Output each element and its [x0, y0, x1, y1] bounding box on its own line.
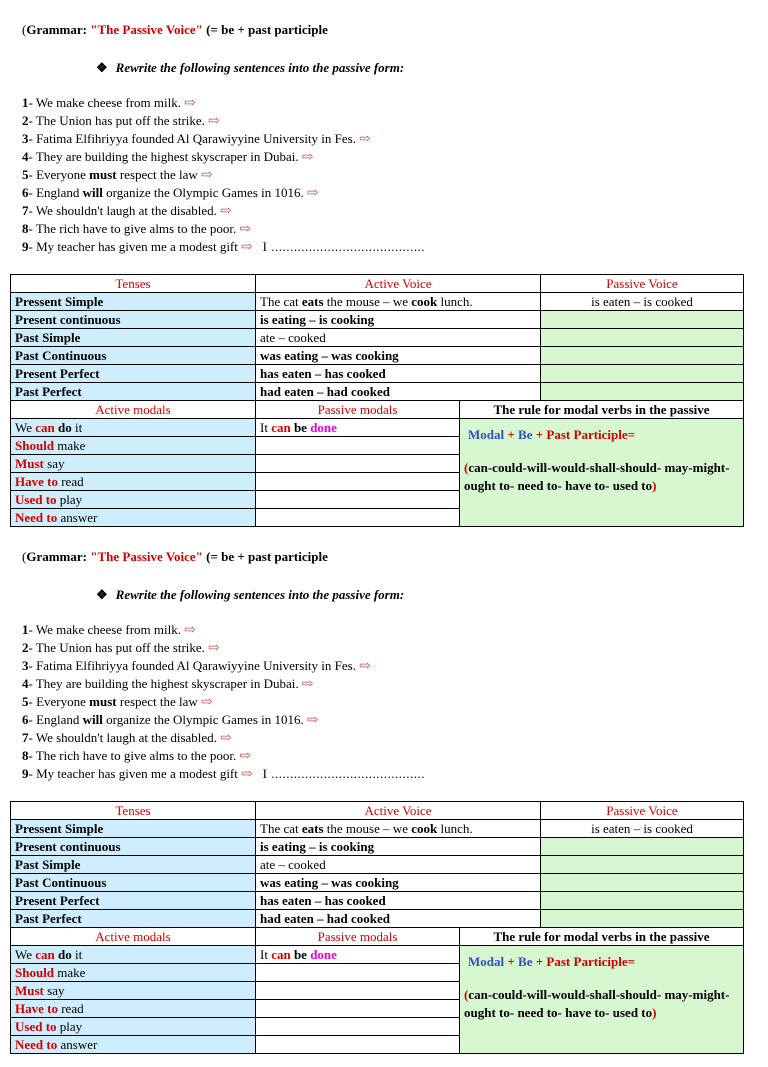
table-row: Have to read	[11, 473, 744, 491]
table-row: Should make	[11, 437, 744, 455]
list-item: 3- Fatima Elfihriyya founded Al Qarawiyyine University in Fes. ⇨	[22, 131, 371, 147]
arrow-right-icon: ⇨	[219, 731, 232, 746]
arrow-right-icon: ⇨	[306, 186, 319, 201]
bullet-diamond-icon: ❖	[96, 60, 108, 75]
table-header-row	[11, 275, 744, 293]
arrow-right-icon: ⇨	[306, 713, 319, 728]
arrow-right-icon: ⇨	[219, 204, 232, 219]
table-row: Past Continuous was eating – was cooking	[11, 347, 744, 365]
arrow-right-icon: ⇨	[239, 222, 251, 237]
table-row: Need to answer	[11, 509, 744, 527]
table-row: Have to read	[11, 1000, 744, 1018]
table-row: Past Continuous was eating – was cooking	[11, 874, 744, 892]
header-modal-rule: The rule for modal verbs in the passive	[460, 401, 744, 419]
table-row: Must say	[11, 982, 744, 1000]
answer-line: I .........................................	[262, 239, 425, 254]
list-item: 1- We make cheese from milk. ⇨	[22, 95, 196, 111]
table-row: Present continuous is eating – is cooking	[11, 311, 744, 329]
table-row: Used to play	[11, 491, 744, 509]
list-item: 9- My teacher has given me a modest gift ⇨ I .........................................	[22, 239, 425, 255]
table-row: Used to play	[11, 1018, 744, 1036]
arrow-right-icon: ⇨	[200, 168, 213, 183]
list-item: 3- Fatima Elfihriyya founded Al Qarawiyyine University in Fes. ⇨	[22, 658, 371, 674]
arrow-right-icon: ⇨	[358, 659, 371, 674]
arrow-right-icon: ⇨	[239, 749, 251, 764]
arrow-right-icon: ⇨	[207, 114, 220, 129]
table-row: Past Perfect had eaten – had cooked	[11, 910, 744, 928]
grammar-heading: (Grammar: "The Passive Voice" (= be + past participle	[22, 22, 328, 37]
table-row	[11, 928, 744, 946]
list-item: 5- Everyone must respect the law ⇨	[22, 167, 213, 183]
list-item: 5- Everyone must respect the law ⇨	[22, 694, 213, 710]
instruction: ❖ Rewrite the following sentences into the passive form:	[96, 60, 405, 75]
table-row: Past Simple ate – cooked	[11, 856, 744, 874]
passive-table	[10, 274, 744, 527]
arrow-right-icon: ⇨	[301, 150, 314, 165]
arrow-right-icon: ⇨	[184, 623, 196, 638]
table-row: Past Simple ate – cooked	[11, 329, 744, 347]
header-tenses: Tenses	[11, 275, 256, 293]
instruction: ❖ Rewrite the following sentences into the passive form:	[96, 587, 405, 602]
header-tenses: Tenses	[11, 802, 256, 820]
list-item: 8- The rich have to give alms to the poor. ⇨	[22, 748, 251, 764]
list-item: 1- We make cheese from milk. ⇨	[22, 622, 196, 638]
arrow-right-icon: ⇨	[184, 96, 196, 111]
list-item: 2- The Union has put off the strike. ⇨	[22, 640, 220, 656]
header-modal-rule: The rule for modal verbs in the passive	[460, 928, 744, 946]
modal-rule-box: Modal + Be + Past Participle= (can-could-will-would-shall-should- may-might- ought to- need to- have to- used to)	[460, 419, 744, 527]
bullet-diamond-icon: ❖	[96, 587, 108, 602]
table-row: Present Perfect has eaten – has cooked	[11, 365, 744, 383]
header-active-voice: Active Voice	[256, 802, 541, 820]
list-item: 8- The rich have to give alms to the poor. ⇨	[22, 221, 251, 237]
table-row: Must say	[11, 455, 744, 473]
passive-table	[10, 801, 744, 1054]
arrow-right-icon: ⇨	[207, 641, 220, 656]
table-row: We can do it It can be done Modal + Be + Past Participle= (can-could-will-would-shall-should- may-might- ought to- need to- have to- used to)	[11, 419, 744, 437]
table-row: Pressent Simple The cat eats the mouse – we cook lunch. is eaten – is cooked	[11, 820, 744, 838]
table-header-row	[11, 802, 744, 820]
table-row: Past Perfect had eaten – had cooked	[11, 383, 744, 401]
arrow-right-icon: ⇨	[358, 132, 371, 147]
grammar-heading: (Grammar: "The Passive Voice" (= be + past participle	[22, 549, 328, 564]
list-item: 9- My teacher has given me a modest gift ⇨ I .........................................	[22, 766, 425, 782]
arrow-right-icon: ⇨	[301, 677, 314, 692]
table-row: Present continuous is eating – is cooking	[11, 838, 744, 856]
modal-rule-box: Modal + Be + Past Participle= (can-could-will-would-shall-should- may-might- ought to- need to- have to- used to)	[460, 946, 744, 1054]
header-passive-modals: Passive modals	[256, 401, 460, 419]
answer-line: I .........................................	[262, 766, 425, 781]
header-passive-voice: Passive Voice	[541, 275, 744, 293]
arrow-right-icon: ⇨	[200, 695, 213, 710]
header-active-modals: Active modals	[11, 401, 256, 419]
sentence-list	[22, 621, 425, 783]
table-row: Should make	[11, 964, 744, 982]
table-row: Need to answer	[11, 1036, 744, 1054]
table-row: We can do it It can be done Modal + Be + Past Participle= (can-could-will-would-shall-should- may-might- ought to- need to- have to- used to)	[11, 946, 744, 964]
table-row: Present Perfect has eaten – has cooked	[11, 892, 744, 910]
list-item: 7- We shouldn't laugh at the disabled. ⇨	[22, 203, 232, 219]
table-row: Pressent Simple The cat eats the mouse – we cook lunch. is eaten – is cooked	[11, 293, 744, 311]
arrow-right-icon: ⇨	[240, 240, 253, 255]
header-active-modals: Active modals	[11, 928, 256, 946]
list-item: 2- The Union has put off the strike. ⇨	[22, 113, 220, 129]
list-item: 4- They are building the highest skyscraper in Dubai. ⇨	[22, 149, 314, 165]
table-row	[11, 401, 744, 419]
sentence-list	[22, 94, 425, 256]
list-item: 4- They are building the highest skyscraper in Dubai. ⇨	[22, 676, 314, 692]
list-item: 7- We shouldn't laugh at the disabled. ⇨	[22, 730, 232, 746]
header-passive-voice: Passive Voice	[541, 802, 744, 820]
list-item: 6- England will organize the Olympic Games in 1016. ⇨	[22, 712, 319, 728]
header-active-voice: Active Voice	[256, 275, 541, 293]
list-item: 6- England will organize the Olympic Games in 1016. ⇨	[22, 185, 319, 201]
header-passive-modals: Passive modals	[256, 928, 460, 946]
arrow-right-icon: ⇨	[240, 767, 253, 782]
worksheet-block	[0, 527, 768, 1067]
